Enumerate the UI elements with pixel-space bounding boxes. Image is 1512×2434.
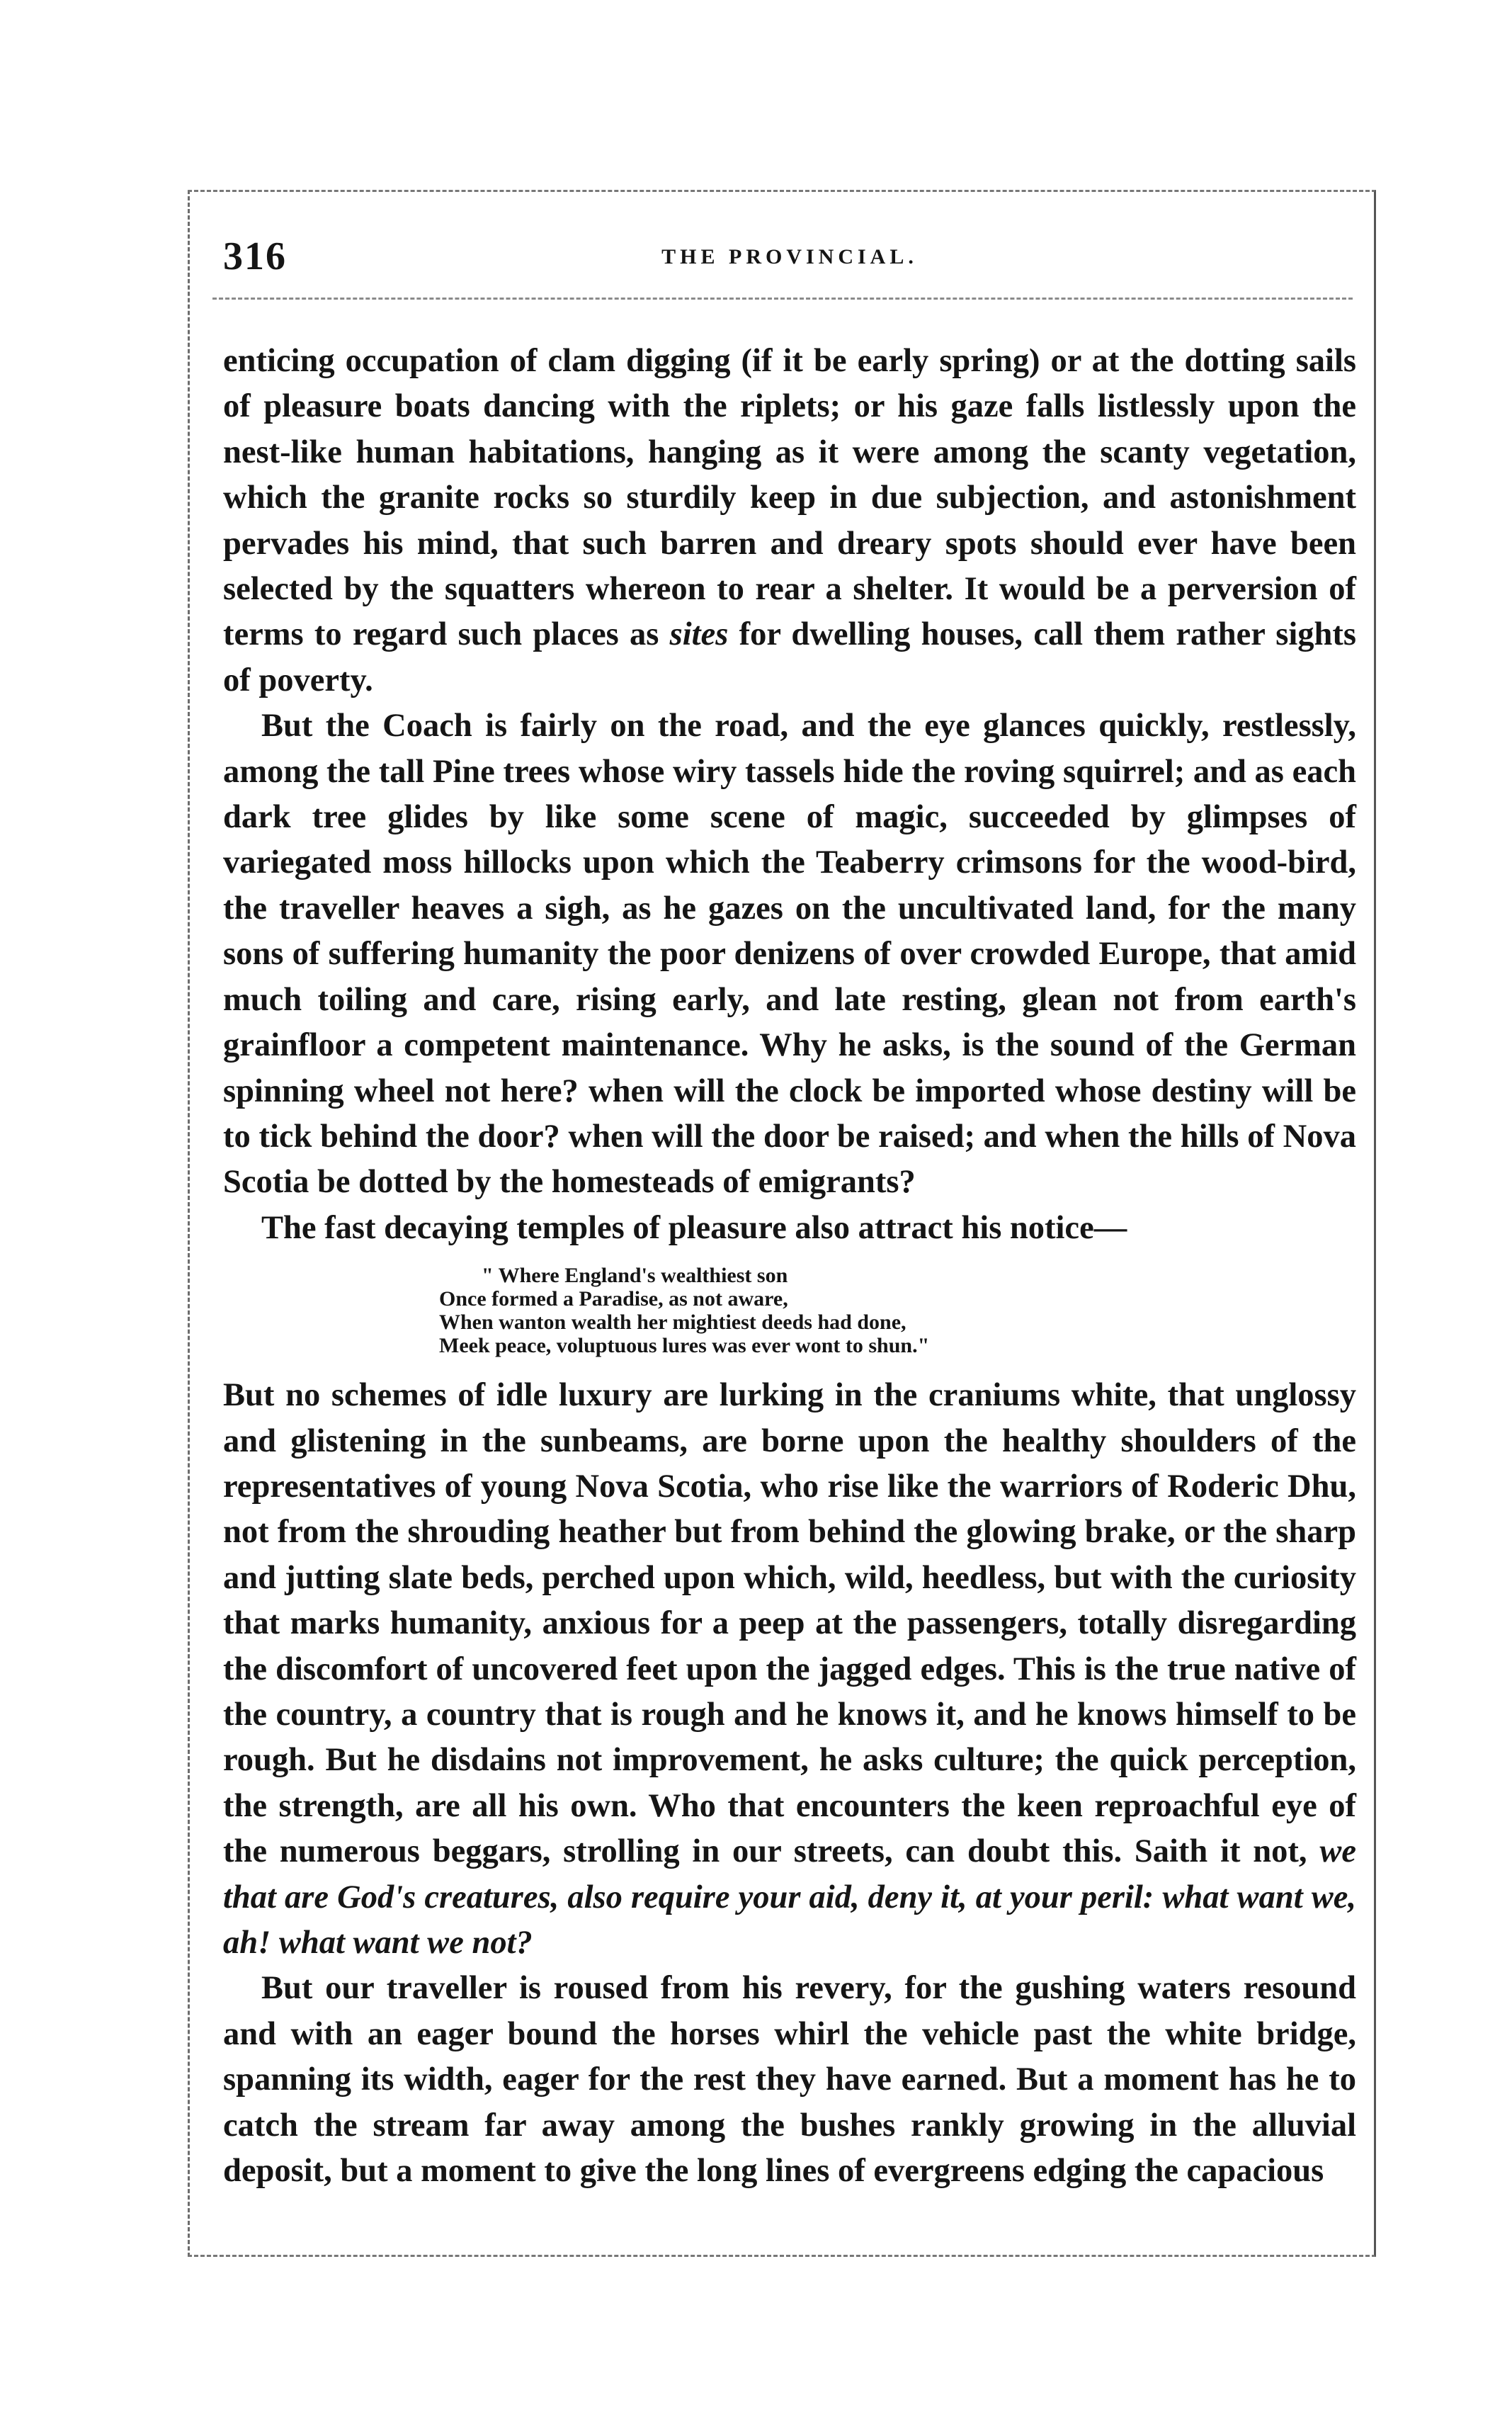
verse-quotation	[439, 1264, 1356, 1357]
paragraph-1: enticing occupation of clam digging (if it be early spring) or at the dotting sails of pleasure boats dancing with the riplets; or his gaze falls listlessly upon the nest-like human habitations, hanging as it were among the scanty vegetation, which the granite rocks so sturdily keep in due subjection, and astonishment pervades his mind, that such barren and dreary spots should ever have been selected by the squatters whereon to rear a shelter. It would be a perversion of terms to regard such places as sites for dwelling houses, call them rather sights of poverty.	[223, 343, 1356, 698]
page-header	[223, 234, 1356, 276]
verse-line: " Where England's wealthiest son	[482, 1264, 788, 1288]
verse-line: Meek peace, voluptuous lures was ever wont to shun."	[439, 1334, 930, 1358]
paragraph-3: The fast decaying temples of pleasure also attract his notice—	[261, 1209, 1127, 1246]
italic-sites: sites	[669, 616, 729, 653]
body-text	[223, 339, 1356, 2194]
paragraph-5: But our traveller is roused from his revery, for the gushing waters resound and with an eager bound the horses whirl the vehicle past the white bridge, spanning its width, eager for the rest they have earned. But a moment has he to catch the stream far away among the bushes rankly growing in the alluvial deposit, but a moment to give the long lines of evergreens edging the capacious	[223, 1970, 1356, 2190]
verse-line: Once formed a Paradise, as not aware,	[439, 1287, 788, 1311]
page-number: 316	[223, 234, 287, 278]
italic-quotation: we that are God's creatures, also require your aid, deny it, at your peril: what want we, ah! what want we not?	[223, 1833, 1356, 1961]
paragraph-2: But the Coach is fairly on the road, and the eye glances quickly, restlessly, among the tall Pine trees whose wiry tassels hide the roving squirrel; and as each dark tree glides by like some scene of magic, succeeded by glimpses of variegated moss hillocks upon which the Teaberry crimsons for the wood-bird, the traveller heaves a sigh, as he gazes on the uncultivated land, for the many sons of suffering humanity the poor denizens of over crowded Europe, that amid much toiling and care, rising early, and late resting, glean not from earth's grainfloor a competent maintenance. Why he asks, is the sound of the German spinning wheel not here? when will the clock be imported whose destiny will be to tick behind the door? when will the door be raised; and when the hills of Nova Scotia be dotted by the homesteads of emigrants?	[223, 708, 1356, 1201]
running-head: THE PROVINCIAL.	[661, 245, 918, 268]
paragraph-4: But no schemes of idle luxury are lurking in the craniums white, that unglossy and glistening in the sunbeams, are borne upon the healthy shoulders of the representatives of young Nova Scotia, who rise like the warriors of Roderic Dhu, not from the shrouding heather but from behind the glowing brake, or the sharp and jutting slate beds, perched upon which, wild, heedless, but with the curiosity that marks humanity, anxious for a peep at the passengers, totally disregarding the discomfort of uncovered feet upon the jagged edges. This is the true native of the country, a country that is rough and he knows it, and he knows himself to be rough. But he disdains not improvement, he asks culture; the quick perception, the strength, are all his own. Who that encounters the keen reproachful eye of the numerous beggars, strolling in our streets, can doubt this. Saith it not, we that are God's creatures, also require your aid, deny it, at your peril: what want we, ah! what want we not?	[223, 1377, 1356, 1961]
verse-line: When wanton wealth her mightiest deeds had done,	[439, 1311, 906, 1335]
header-rule	[212, 298, 1353, 300]
